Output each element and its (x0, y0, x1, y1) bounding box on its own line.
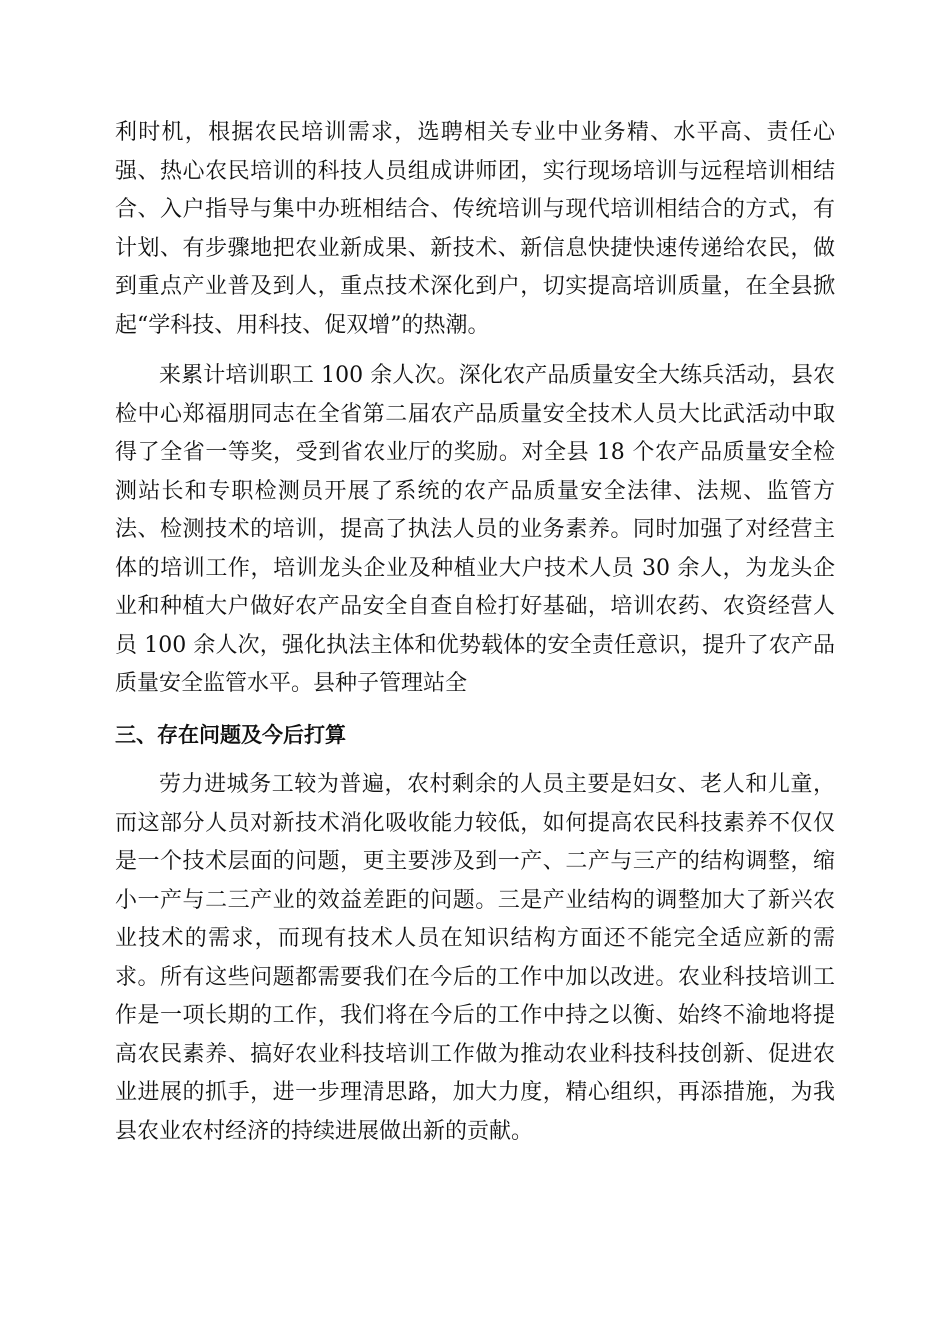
paragraph-training-methods: 利时机，根据农民培训需求，选聘相关专业中业务精、水平高、责任心强、热心农民培训的科技人员组成讲师团，实行现场培训与远程培训相结合、入户指导与集中办班相结合、传统培训与现代培训相结合的方式，有计划、有步骤地把农业新成果、新技术、新信息快捷快速传递给农民，做到重点产业普及到人，重点技术深化到户，切实提高培训质量，在全县掀起“学科技、用科技、促双增”的热潮。 (115, 120, 835, 338)
section-heading: 三、存在问题及今后打算 (115, 722, 346, 747)
document-page (115, 114, 835, 1151)
paragraph-quality-safety-training: 来累计培训职工 100 余人次。深化农产品质量安全大练兵活动，县农检中心郑福朋同志在全省第二届农产品质量安全技术人员大比武活动中取得了全省一等奖，受到省农业厅的奖励。对全县 18 个农产品质量安全检测站长和专职检测员开展了系统的农产品质量安全法律、法规、监管方法、检测技术的培训，提高了执法人员的业务素养。同时加强了对经营主体的培训工作，培训龙头企业及种植业大户技术人员 30 余人，为龙头企业和种植大户做好农产品安全自查自检打好基础，培训农药、农资经营人员 100 余人次，强化执法主体和优势载体的安全责任意识，提升了农产品质量安全监管水平。县种子管理站全 (115, 363, 835, 696)
paragraph-problems-and-plans: 劳力进城务工较为普遍，农村剩余的人员主要是妇女、老人和儿童，而这部分人员对新技术消化吸收能力较低，如何提高农民科技素养不仅仅是一个技术层面的问题，更主要涉及到一产、二产与三产的结构调整，缩小一产与二三产业的效益差距的问题。三是产业结构的调整加大了新兴农业技术的需求，而现有技术人员在知识结构方面还不能完全适应新的需求。所有这些问题都需要我们在今后的工作中加以改进。农业科技培训工作是一项长期的工作，我们将在今后的工作中持之以衡、始终不渝地将提高农民素养、搞好农业科技培训工作做为推动农业科技科技创新、促进农业进展的抓手，进一步理清思路，加大力度，精心组织，再添措施，为我县农业农村经济的持续进展做出新的贡献。 (115, 772, 835, 1144)
